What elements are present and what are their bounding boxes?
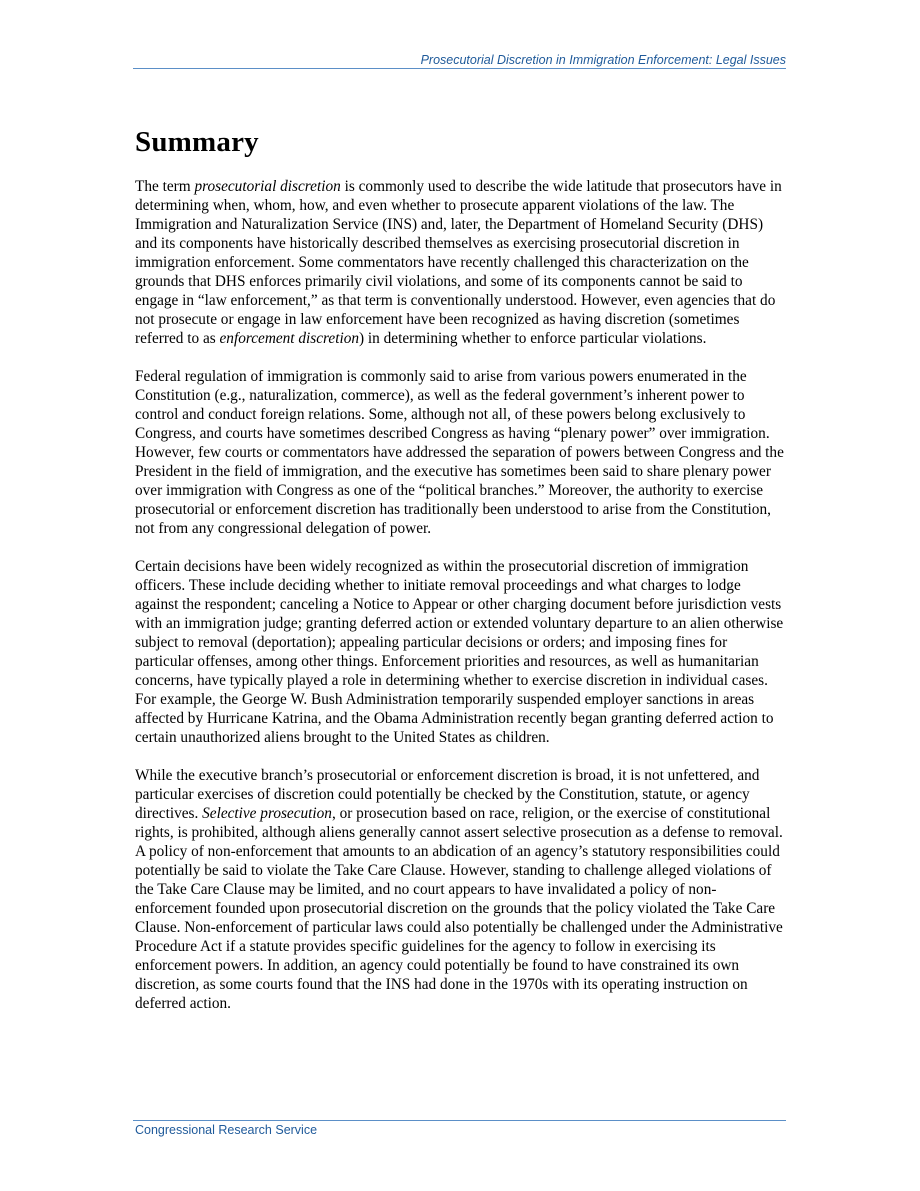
running-footer: Congressional Research Service bbox=[135, 1123, 318, 1137]
term-prosecutorial-discretion: prosecutorial discretion bbox=[194, 178, 341, 195]
term-enforcement-discretion: enforcement discretion bbox=[219, 330, 359, 347]
summary-body bbox=[135, 177, 786, 1032]
term-selective-prosecution: Selective prosecution bbox=[202, 805, 332, 822]
page-title: Summary bbox=[135, 126, 259, 158]
paragraph-2: Federal regulation of immigration is commonly said to arise from various powers enumerated in the Constitution (e.g., naturalization, commerce), as well as the federal government’s inherent power to control and conduct foreign relations. Some, although not all, of these powers belong exclusively to Congress, and courts have sometimes described Congress as having “plenary power” over immigration. However, few courts or commentators have addressed the separation of powers between Congress and the President in the field of immigration, and the executive has sometimes been said to share plenary power over immigration with Congress as one of the “political branches.” Moreover, the authority to exercise prosecutorial or enforcement discretion has traditionally been understood to arise from the Constitution, not from any congressional delegation of power. bbox=[135, 368, 784, 537]
paragraph-1 bbox=[135, 177, 786, 348]
paragraph-1-text: The term bbox=[135, 178, 195, 195]
paragraph-1-text: ) in determining whether to enforce particular violations. bbox=[359, 330, 707, 347]
paragraph-4-text: While the executive branch’s prosecutorial or enforcement discretion is broad, it is not unfettered, and particular exercises of discretion could potentially be checked by the Constitution, statute, or agency directives. bbox=[135, 767, 760, 822]
running-header: Prosecutorial Discretion in Immigration Enforcement: Legal Issues bbox=[420, 53, 786, 67]
footer-divider bbox=[133, 1120, 786, 1121]
paragraph-4 bbox=[135, 766, 786, 1013]
paragraph-4-text: , or prosecution based on race, religion, or the exercise of constitutional rights, is prohibited, although aliens generally cannot assert selective prosecution as a defense to removal. A policy of non-enforcement that amounts to an abdication of an agency’s statutory responsibilities could potentially be said to violate the Take Care Clause. However, standing to challenge alleged violations of the Take Care Clause may be limited, and no court appears to have invalidated a policy of non-enforcement founded upon prosecutorial discretion on the grounds that the policy violated the Take Care Clause. Non-enforcement of particular laws could also potentially be challenged under the Administrative Procedure Act if a statute provides specific guidelines for the agency to follow in exercising its enforcement powers. In addition, an agency could potentially be found to have constrained its own discretion, as some courts found that the INS had done in the 1970s with its operating instruction on deferred action. bbox=[135, 805, 783, 1012]
paragraph-1-text: is commonly used to describe the wide latitude that prosecutors have in determining when, whom, how, and even whether to prosecute apparent violations of the law. The Immigration and Naturalization Service (INS) and, later, the Department of Homeland Security (DHS) and its components have historically described themselves as exercising prosecutorial discretion in immigration enforcement. Some commentators have recently challenged this characterization on the grounds that DHS enforces primarily civil violations, and some of its components cannot be said to engage in “law enforcement,” as that term is conventionally understood. However, even agencies that do not prosecute or engage in law enforcement have been recognized as having discretion (sometimes referred to as bbox=[135, 178, 782, 347]
paragraph-3: Certain decisions have been widely recognized as within the prosecutorial discretion of immigration officers. These include deciding whether to initiate removal proceedings and what charges to lodge against the respondent; canceling a Notice to Appear or other charging document before jurisdiction vests with an immigration judge; granting deferred action or extended voluntary departure to an alien otherwise subject to removal (deportation); appealing particular decisions or orders; and imposing fines for particular offenses, among other things. Enforcement priorities and resources, as well as humanitarian concerns, have typically played a role in determining whether to exercise discretion in individual cases. For example, the George W. Bush Administration temporarily suspended employer sanctions in areas affected by Hurricane Katrina, and the Obama Administration recently began granting deferred action to certain unauthorized aliens brought to the United States as children. bbox=[135, 558, 784, 746]
header-divider bbox=[133, 68, 786, 69]
